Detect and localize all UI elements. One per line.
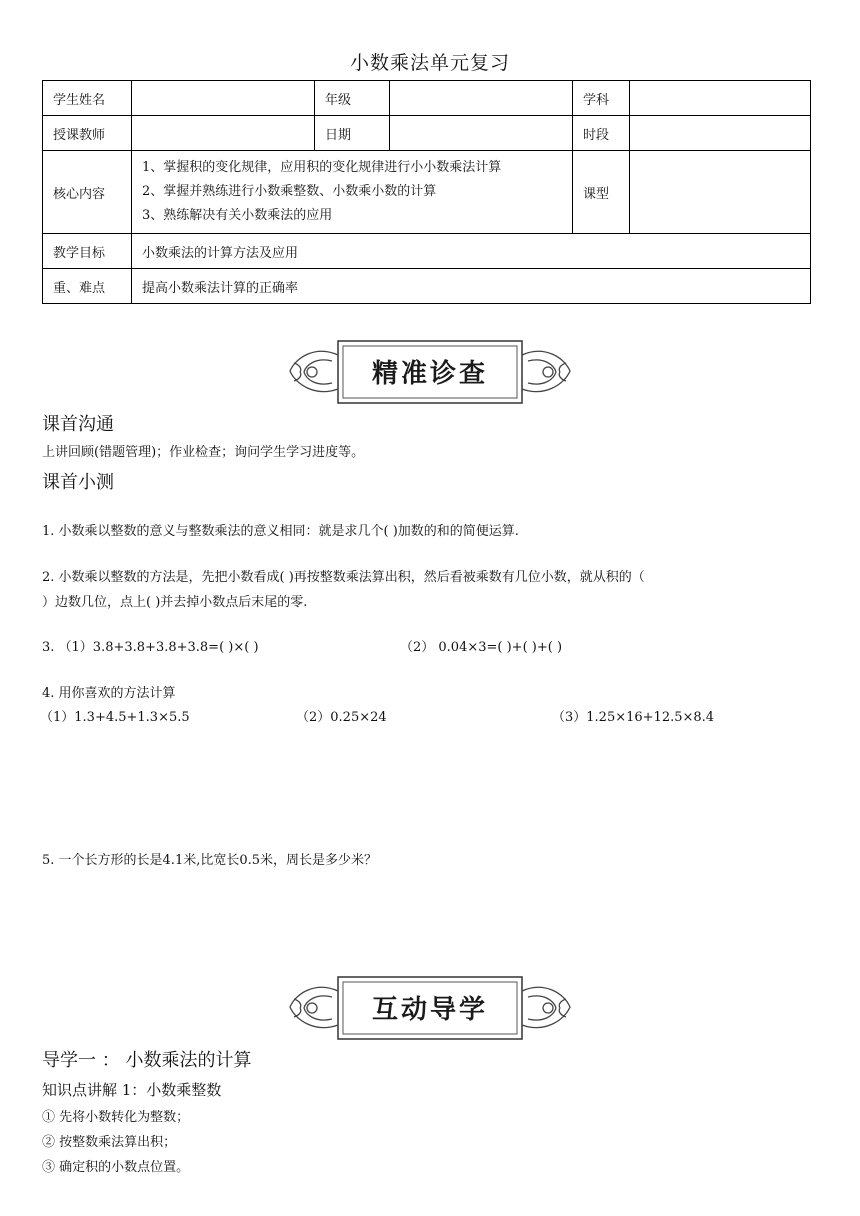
banner-diagnosis-text: 精准诊查 — [371, 359, 488, 389]
type-cell — [630, 151, 811, 234]
knowledge-point-heading: 知识点讲解 1：小数乘整数 — [42, 1081, 222, 1099]
question-2-line2: ）边数几位，点上( )并去掉小数点后末尾的零. — [42, 595, 308, 610]
section-text: 上讲回顾(错题管理)；作业检查；询问学生学习进度等。 — [42, 445, 365, 460]
grade-cell — [390, 81, 573, 116]
step-item: ② 按整数乘法算出积； — [42, 1135, 177, 1150]
section-heading: 导学一 ： 小数乘法的计算 — [42, 1050, 252, 1071]
banner-diagnosis — [286, 335, 574, 409]
question-4: 4. 用你喜欢的方法计算 — [42, 686, 176, 701]
grade-label: 年级 — [315, 81, 390, 116]
banner-interactive-text: 互动导学 — [371, 995, 488, 1025]
goal-label: 教学目标 — [43, 234, 132, 269]
question-2-line1: 2. 小数乘以整数的方法是，先把小数看成( )再按整数乘法算出积，然后看被乘数有几位小数，就从积的（ — [42, 570, 645, 585]
date-cell — [390, 116, 573, 151]
question-3-a: 3. （1）3.8+3.8+3.8+3.8=( )×( ) — [42, 640, 259, 655]
question-5: 5. 一个长方形的长是4.1米,比宽长0.5米，周长是多少米？ — [42, 853, 378, 868]
subject-label: 学科 — [573, 81, 630, 116]
core-content — [132, 151, 573, 234]
core-line: 3、熟练解决有关小数乘法的应用 — [142, 208, 333, 223]
question-1: 1. 小数乘以整数的意义与整数乘法的意义相同：就是求几个( )加数的和的简便运算. — [42, 524, 519, 539]
key-value: 提高小数乘法计算的正确率 — [132, 269, 811, 304]
banner-interactive — [286, 971, 574, 1045]
type-label: 课型 — [573, 151, 630, 234]
teacher-label: 授课教师 — [43, 116, 132, 151]
question-4-1: （1）1.3+4.5+1.3×5.5 — [40, 710, 190, 725]
teacher-cell — [132, 116, 315, 151]
section-heading: 课首小测 — [42, 472, 114, 493]
core-label: 核心内容 — [43, 151, 132, 234]
step-item: ① 先将小数转化为整数； — [42, 1110, 190, 1125]
step-item: ③ 确定积的小数点位置。 — [42, 1160, 190, 1175]
student-name-label: 学生姓名 — [43, 81, 132, 116]
period-cell — [630, 116, 811, 151]
goal-value: 小数乘法的计算方法及应用 — [132, 234, 811, 269]
period-label: 时段 — [573, 116, 630, 151]
question-4-2: （2）0.25×24 — [296, 710, 387, 725]
question-4-3: （3）1.25×16+12.5×8.4 — [552, 710, 715, 725]
date-label: 日期 — [315, 116, 390, 151]
info-table — [42, 80, 811, 304]
key-label: 重、难点 — [43, 269, 132, 304]
section-heading: 课首沟通 — [42, 414, 114, 435]
core-line: 2、掌握并熟练进行小数乘整数、小数乘小数的计算 — [142, 184, 437, 199]
student-name-cell — [132, 81, 315, 116]
page-title: 小数乘法单元复习 — [349, 52, 510, 74]
question-3-b: （2） 0.04×3=( )+( )+( ) — [400, 640, 563, 655]
core-line: 1、掌握积的变化规律，应用积的变化规律进行小小数乘法计算 — [142, 160, 502, 175]
subject-cell — [630, 81, 811, 116]
